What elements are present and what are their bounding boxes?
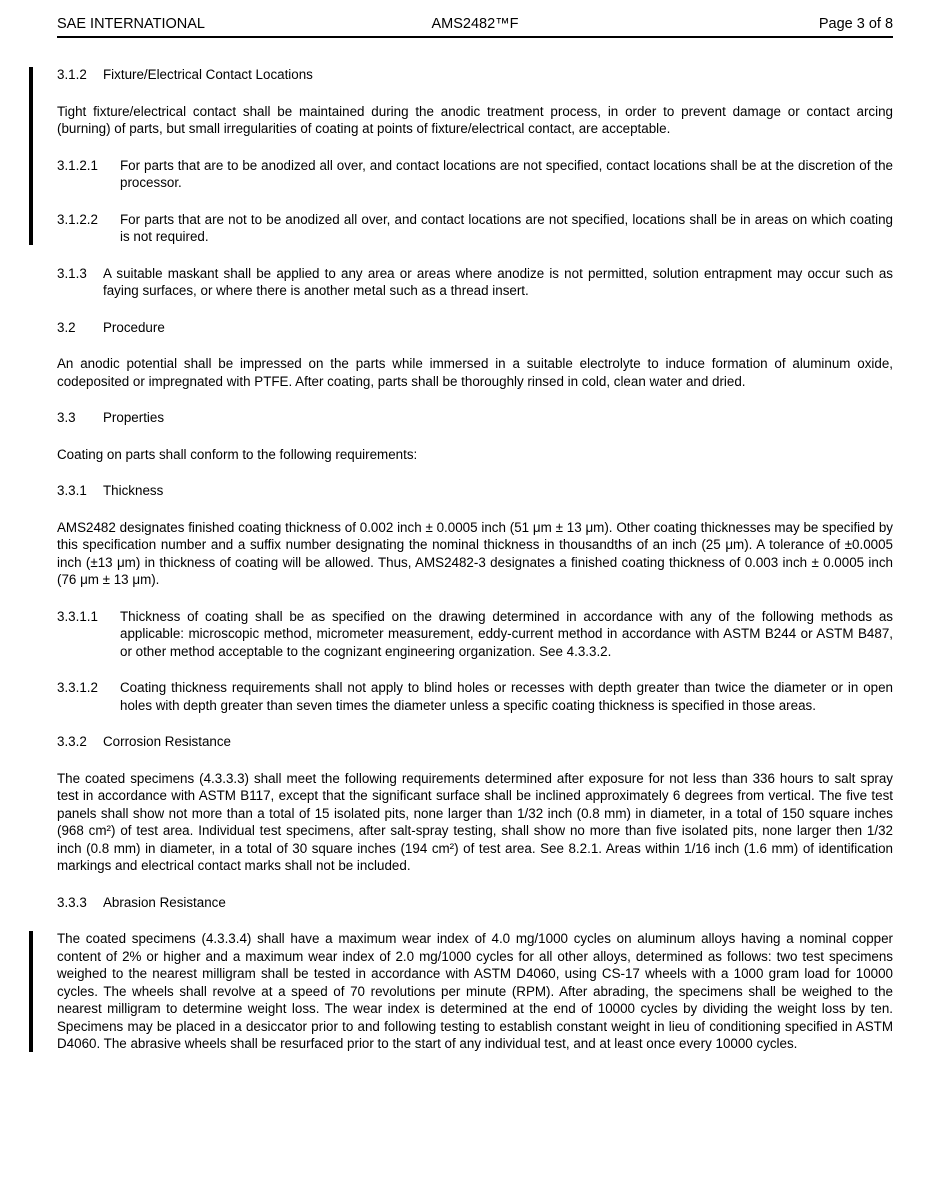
section-heading-3-2 [57, 319, 893, 337]
paragraph-3-3-2: The coated specimens (4.3.3.3) shall meet the following requirements determined after exposure for not less than 336 hours to salt spray test in accordance with ASTM B117, except that the significant surface shall be inclined approximately 6 degrees from vertical. The five test panels shall show not more than a total of 15 isolated pits, none larger than 1/32 inch (0.8 mm) in diameter, in a total of 150 square inches (968 cm²) of test area. Individual test specimens, after salt-spray testing, shall show no more than five isolated pits, none larger then 1/32 inch (0.8 mm) in diameter, in a total of 30 square inches (194 cm²) of test area. See 8.2.1. Areas within 1/16 inch (1.6 mm) of identification markings and electrical contact marks shall not be included. [57, 770, 893, 873]
clause-number: 3.1.2.1 [57, 157, 98, 173]
clause-number: 3.2 [57, 319, 76, 335]
section-heading-3-3 [57, 409, 893, 427]
clause-text: Coating thickness requirements shall not apply to blind holes or recesses with depth greater than twice the diameter or in open holes with depth greater than seven times the diameter unless a specific coating thickness is specified in those areas. [120, 680, 893, 713]
clause-title: Procedure [103, 319, 165, 335]
clause-number: 3.1.2.2 [57, 211, 98, 227]
clause-3-1-2-1 [57, 157, 893, 192]
clause-3-3-1-2 [57, 679, 893, 714]
page-header [57, 16, 893, 38]
document-body [57, 66, 893, 1053]
clause-number: 3.3.1.2 [57, 680, 98, 695]
header-page-number: Page 3 of 8 [818, 16, 894, 32]
clause-title: Fixture/Electrical Contact Locations [103, 67, 313, 82]
clause-text: For parts that are not to be anodized all over, and contact locations are not specified, locations shall be in areas on which coating is not required. [120, 211, 893, 244]
revision-group-2 [57, 930, 893, 1053]
paragraph-3-2: An anodic potential shall be impressed on the parts while immersed in a suitable electrolyte to induce formation of aluminum oxide, codeposited or impregnated with PTFE. After coating, parts shall be thoroughly rinsed in cold, clean water and dried. [57, 356, 893, 389]
clause-title: Abrasion Resistance [103, 894, 226, 910]
section-heading-3-3-3 [57, 894, 893, 912]
clause-text: A suitable maskant shall be applied to any area or areas where anodize is not permitted, solution entrapment may occur such as faying surfaces, or where there is another metal such as a thread insert. [103, 265, 893, 298]
section-heading-3-3-2 [57, 733, 893, 751]
clause-title: Properties [103, 410, 165, 425]
header-doc-number: AMS2482™F [431, 16, 519, 32]
clause-number: 3.3.1 [57, 483, 87, 498]
header-organization: SAE INTERNATIONAL [57, 16, 205, 32]
section-heading-3-3-1 [57, 482, 893, 500]
clause-number: 3.3.3 [57, 894, 87, 910]
clause-title: Thickness [103, 483, 164, 498]
clause-3-3-1-1 [57, 608, 893, 661]
paragraph-3-3-3: The coated specimens (4.3.3.4) shall have a maximum wear index of 4.0 mg/1000 cycles on aluminum alloys having a nominal copper content of 2% or higher and a maximum wear index of 2.0 mg/1000 cycles for all other alloys, determined as follows: two test specimens weighed to the nearest milligram shall be tested in accordance with ASTM D4060, using CS-17 wheels with a 1000 gram load for 10000 cycles. The wheels shall revolve at a speed of 70 revolutions per minute (RPM). After abrading, the specimens shall be weighed to the nearest milligram to determine weight loss. The wear index is determined at the end of 10000 cycles by dividing the weight loss by ten. Specimens may be placed in a desiccator prior to and following testing to establish constant weight in lieu of conditioning specified in ASTM D4060. The abrasive wheels shall be resurfaced prior to the start of any individual test, and at least once every 10000 cycles. [57, 931, 893, 1051]
clause-number: 3.1.2 [57, 67, 87, 82]
section-heading-3-1-2 [57, 66, 893, 84]
clause-number: 3.1.3 [57, 265, 87, 281]
clause-title: Corrosion Resistance [103, 734, 232, 749]
clause-3-1-3 [57, 265, 893, 300]
clause-text: For parts that are to be anodized all over, and contact locations are not specified, contact locations shall be at the discretion of the processor. [120, 157, 893, 190]
clause-number: 3.3.1.1 [57, 608, 98, 624]
clause-text: Thickness of coating shall be as specified on the drawing determined in accordance with any of the following methods as applicable: microscopic method, micrometer measurement, eddy-current method in accordance with ASTM B244 or ASTM B487, or other method acceptable to the cognizant engineering organization. See 4.3.3.2. [120, 608, 893, 659]
revision-group-1 [57, 66, 893, 246]
clause-number: 3.3 [57, 410, 76, 425]
clause-3-1-2-2 [57, 211, 893, 246]
paragraph-3-1-2: Tight fixture/electrical contact shall be maintained during the anodic treatment process, in order to prevent damage or contact arcing (burning) of parts, but small irregularities of coating at points of fixture/electrical contact, are acceptable. [57, 103, 893, 136]
clause-number: 3.3.2 [57, 734, 87, 749]
paragraph-3-3-1: AMS2482 designates finished coating thickness of 0.002 inch ± 0.0005 inch (51 μm ± 13 μm). Other coating thicknesses may be specified by this specification number and a suffix number designating the nominal thickness in thousandths of an inch (25 μm). A tolerance of ±0.0005 inch (±13 μm) in thickness of coating will be allowed. Thus, AMS2482-3 designates a finished coating thickness of 0.003 inch ± 0.0005 inch (76 μm ± 13 μm). [57, 519, 893, 587]
paragraph-3-3: Coating on parts shall conform to the following requirements: [57, 446, 418, 462]
